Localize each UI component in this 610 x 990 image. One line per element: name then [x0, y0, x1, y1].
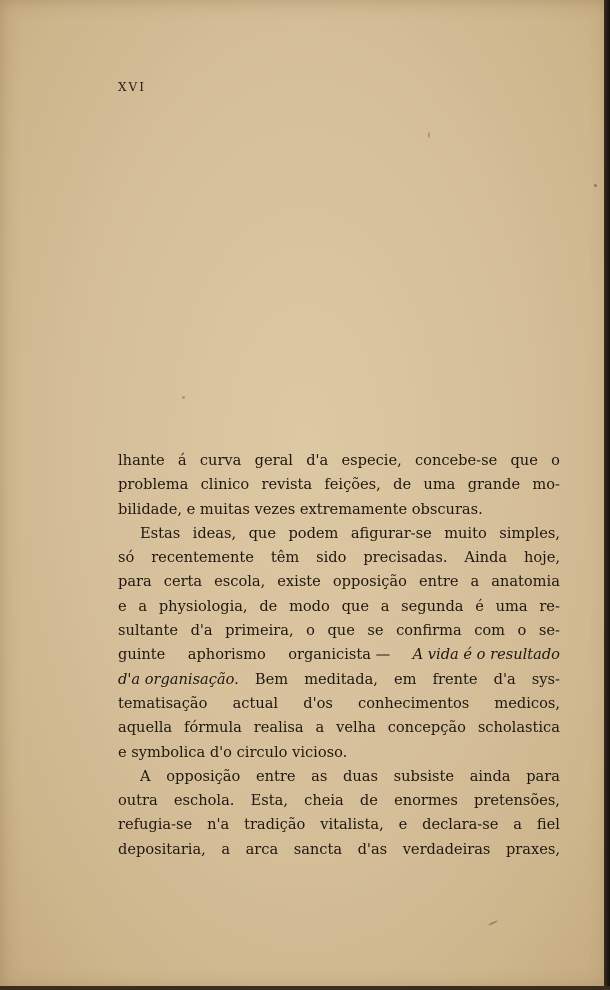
word: entre [255, 767, 296, 785]
text-line [118, 546, 560, 570]
word: aquella [118, 719, 173, 737]
text-line [118, 449, 560, 473]
word: aphorismo [187, 646, 266, 664]
word: lhante [118, 452, 165, 469]
word: Esta, [250, 792, 288, 810]
word: Estas [140, 524, 181, 542]
word: para [118, 573, 152, 591]
text-line [118, 716, 560, 740]
text-line [118, 838, 560, 862]
word: geral [254, 452, 293, 469]
word: e [398, 816, 408, 834]
word: certa [163, 573, 203, 591]
page-number: XVI [118, 80, 146, 94]
word: depositaria, [118, 840, 206, 858]
word: só [118, 549, 135, 567]
word: enormes [394, 792, 458, 810]
word: frente [432, 670, 478, 688]
word: conhecimentos [358, 694, 470, 712]
word: a [470, 573, 480, 591]
word: subsiste [393, 767, 455, 785]
word: a [315, 719, 325, 737]
word: que [510, 452, 538, 469]
word: medicos, [494, 694, 560, 712]
text-line [118, 692, 560, 716]
word: feições, [324, 476, 381, 494]
word: primeira, [225, 622, 294, 640]
word: d'a [306, 452, 329, 469]
word: sancta [293, 840, 343, 858]
word: concepção [387, 719, 466, 737]
line-text: e symbolica d'o circulo vicioso. [118, 743, 348, 761]
word: e [118, 597, 127, 615]
body-text [118, 449, 560, 862]
word: d'os [303, 694, 333, 712]
word: de [393, 476, 412, 494]
word: curva [199, 452, 242, 469]
word: cheia [304, 792, 344, 810]
text-line [118, 498, 560, 522]
word: scholastica [477, 719, 560, 737]
paper-speck [594, 184, 597, 187]
word: praxes, [505, 840, 560, 858]
word: entre [418, 573, 459, 591]
paper-speck [488, 920, 498, 926]
word: é [475, 597, 484, 615]
word: velha [336, 719, 376, 737]
word: a [138, 597, 148, 615]
word: organicista — [288, 646, 391, 664]
word: escola, [214, 573, 266, 591]
word: se- [538, 622, 560, 640]
word: Bem [254, 670, 289, 688]
text-line [118, 570, 560, 594]
paper-speck [428, 132, 430, 138]
word: a [513, 816, 522, 834]
page-edge [604, 0, 610, 990]
word: sys- [531, 670, 560, 688]
text-line [118, 741, 560, 765]
word: actual [232, 694, 279, 712]
word: tematisação [118, 694, 208, 712]
word: se [367, 622, 384, 640]
word: de [359, 792, 378, 810]
word: com [474, 622, 506, 640]
word: mo- [532, 476, 560, 494]
word: opposição [166, 767, 241, 785]
word: arca [245, 840, 279, 858]
word: existe [277, 573, 321, 591]
word: têm [270, 549, 300, 567]
word: simples, [499, 524, 560, 542]
word: opposição [332, 573, 407, 591]
text-line [118, 473, 560, 497]
word: a [380, 597, 390, 615]
word: d'a [190, 622, 213, 640]
word: recentemente [151, 549, 254, 567]
page-edge [0, 986, 610, 990]
word: que [341, 597, 369, 615]
word: A [140, 767, 151, 785]
word: outra [118, 792, 158, 810]
word: A vida é o resultado [412, 646, 560, 664]
word: o [517, 622, 527, 640]
word: fiel [536, 816, 560, 834]
word: precisadas. [363, 549, 448, 567]
word: d'as [357, 840, 388, 858]
word: n'a [207, 816, 230, 834]
word: fórmula [184, 719, 242, 737]
word: que [248, 524, 276, 542]
word: hoje, [523, 549, 560, 567]
word: á [177, 452, 187, 469]
text-line [118, 789, 560, 813]
word: duas [343, 767, 378, 785]
word: realisa [253, 719, 304, 737]
word: grande [467, 476, 521, 494]
word: pretensões, [474, 792, 560, 810]
word: revista [261, 476, 313, 494]
line-text: bilidade, e muitas vezes extremamente obscuras. [118, 500, 483, 518]
word: afigurar-se [350, 524, 432, 542]
text-line [118, 668, 560, 692]
word: d'a organisação. [118, 670, 239, 688]
word: ideas, [192, 524, 237, 542]
word: para [526, 767, 560, 785]
word: que [327, 622, 355, 640]
word: problema [118, 476, 189, 494]
word: physiologia, [158, 597, 248, 615]
word: o [551, 452, 560, 469]
word: muito [444, 524, 487, 542]
word: eschola. [173, 792, 235, 810]
word: uma [423, 476, 456, 494]
word: ainda [469, 767, 511, 785]
word: clinico [200, 476, 250, 494]
word: uma [495, 597, 528, 615]
word: podem [288, 524, 339, 542]
word: guinte [118, 646, 166, 664]
word: modo [289, 597, 330, 615]
word: Ainda [464, 549, 508, 567]
word: o [306, 622, 315, 640]
word: sido [316, 549, 347, 567]
word: concebe-se [415, 452, 498, 469]
word: em [394, 670, 417, 688]
paper-speck [182, 396, 185, 399]
text-line [118, 619, 560, 643]
word: re- [539, 597, 560, 615]
word: declara-se [422, 816, 499, 834]
word: confirma [396, 622, 462, 640]
word: refugia-se [118, 816, 193, 834]
text-line [118, 813, 560, 837]
word: as [311, 767, 328, 785]
word: verdadeiras [402, 840, 491, 858]
text-line [118, 643, 560, 667]
text-line [118, 595, 560, 619]
word: vitalista, [320, 816, 384, 834]
word: especie, [341, 452, 402, 469]
word: a [221, 840, 231, 858]
word: segunda [401, 597, 464, 615]
word: meditada, [304, 670, 378, 688]
word: tradição [244, 816, 306, 834]
word: d'a [493, 670, 516, 688]
word: anatomia [491, 573, 560, 591]
text-line [118, 765, 560, 789]
text-line [118, 522, 560, 546]
word: sultante [118, 622, 179, 640]
word: de [259, 597, 278, 615]
